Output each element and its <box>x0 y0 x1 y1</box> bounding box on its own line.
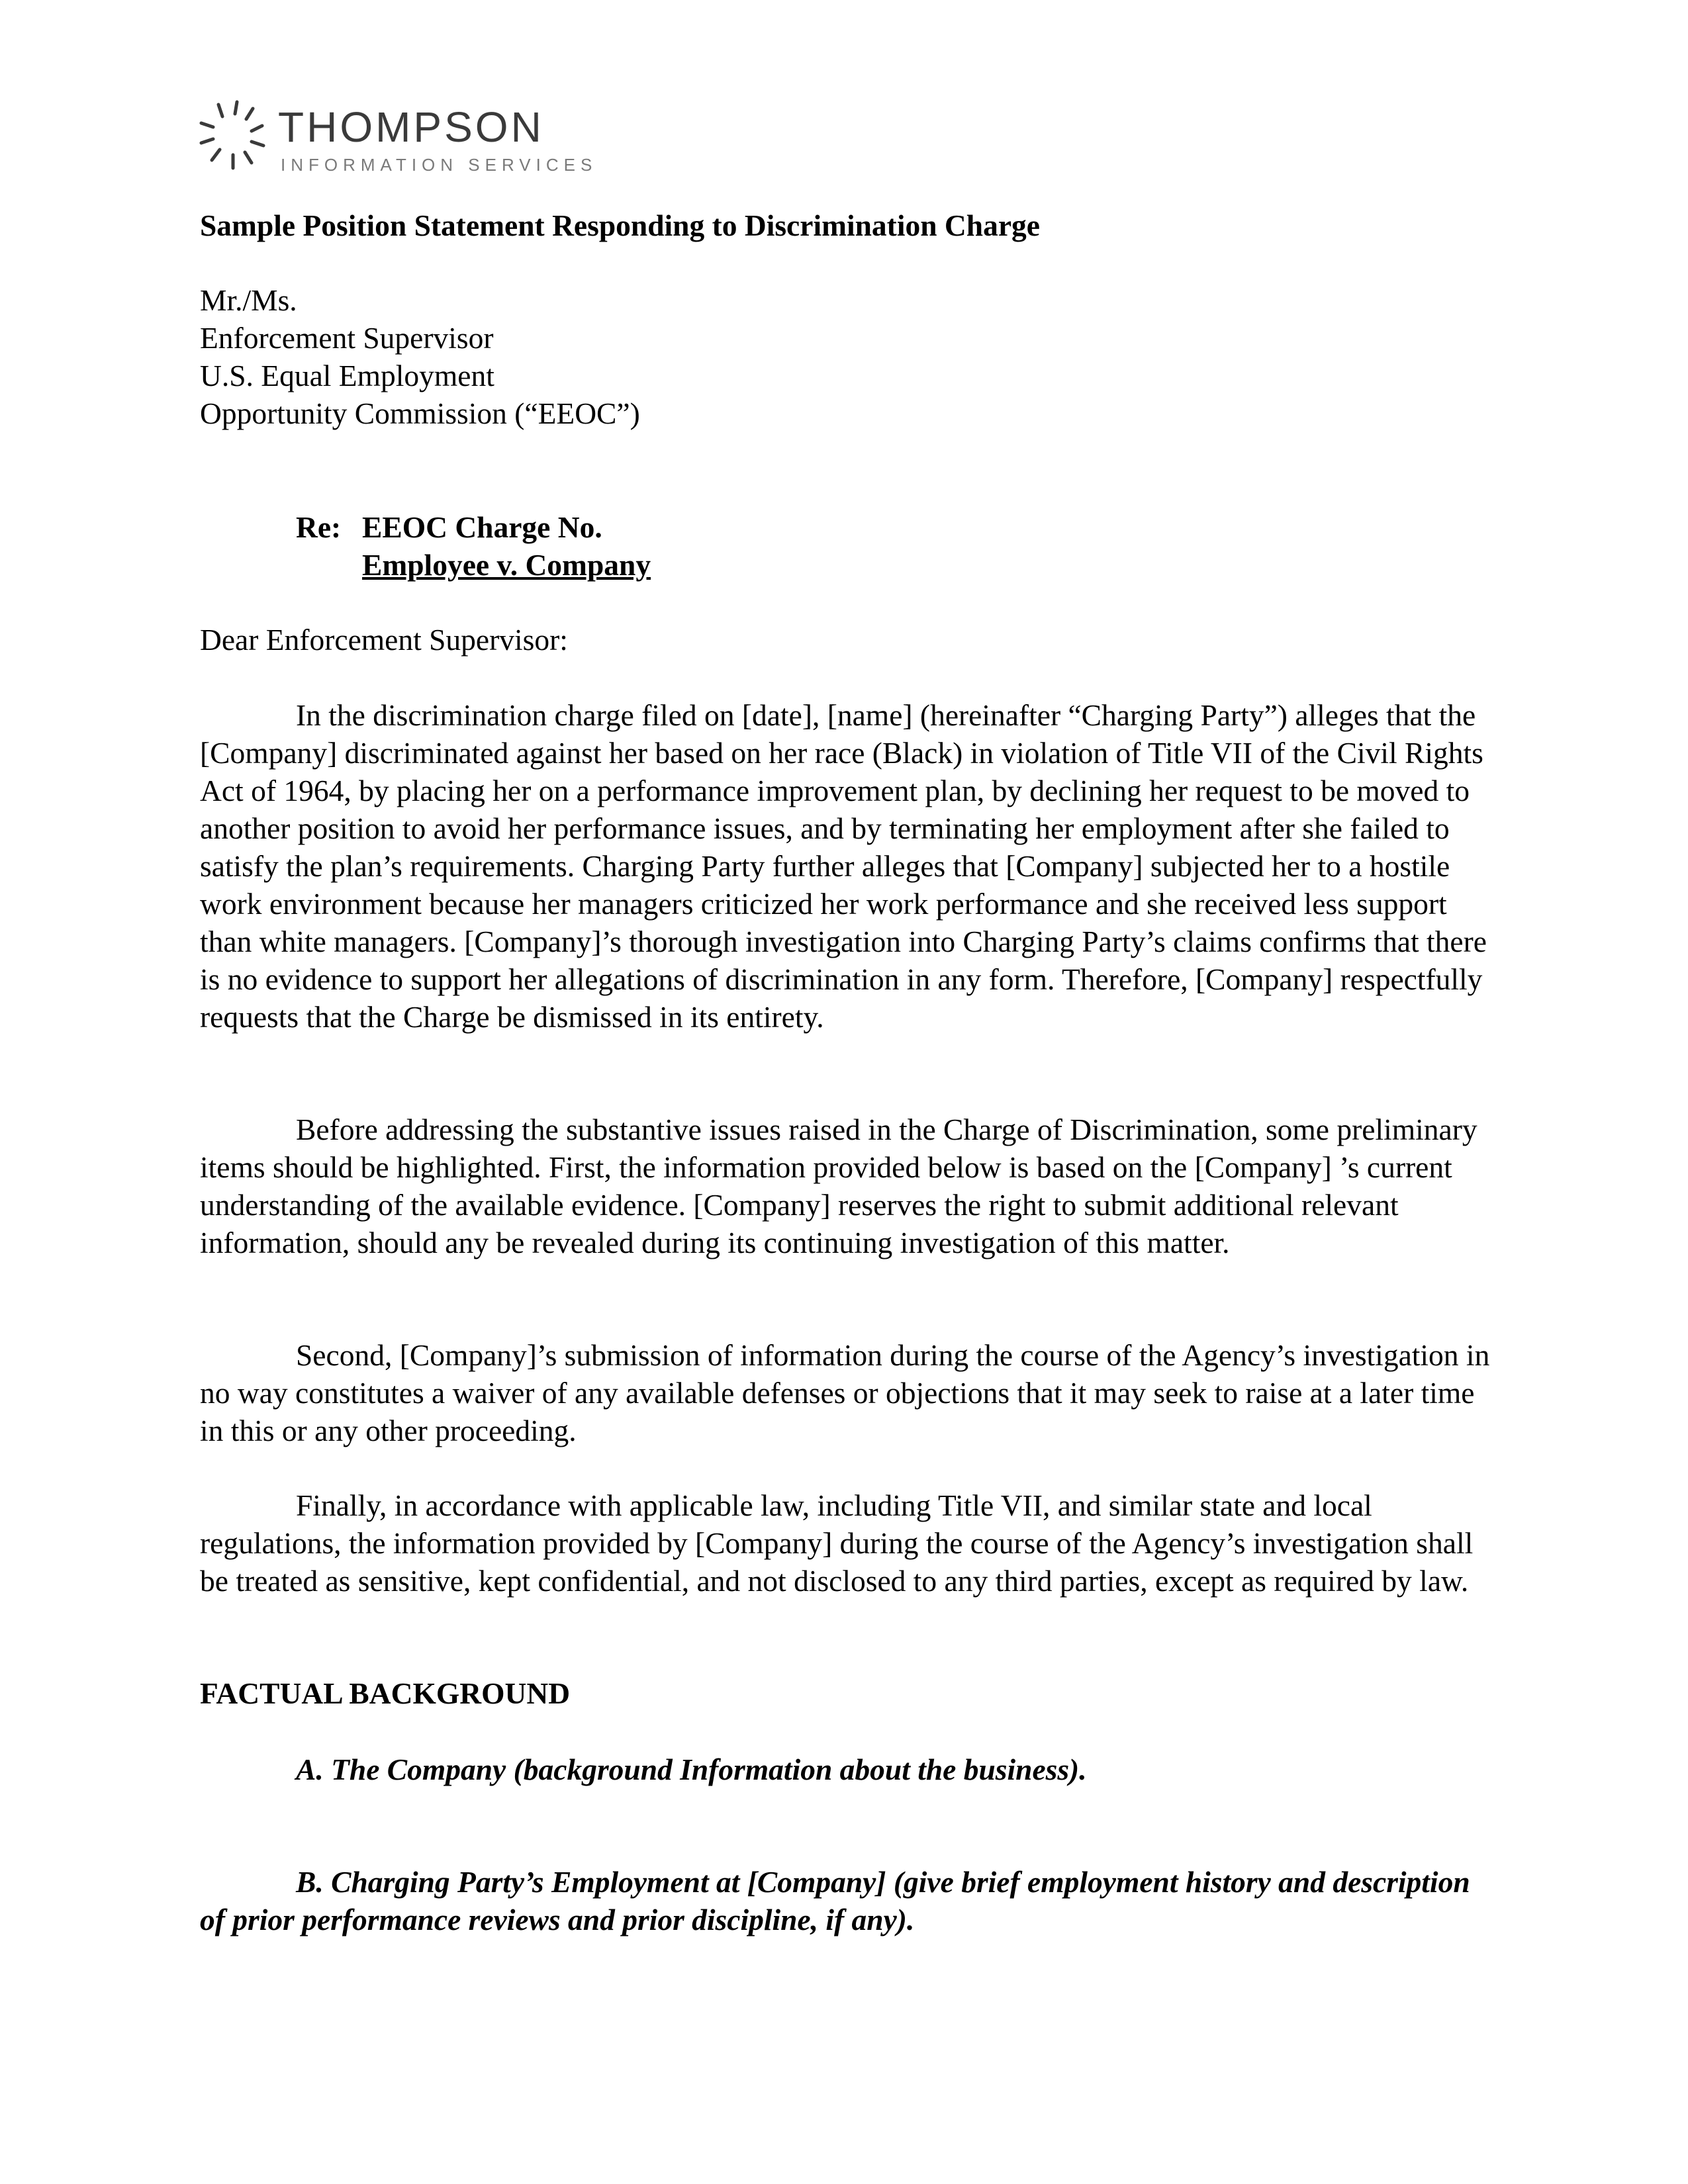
reference-label: Re: <box>296 510 342 544</box>
paragraph-text: Before addressing the substantive issues raised in the Charge of Discrimination, some preliminary items should be highlighted. First, the information provided below is based on the [Company] ’s current understanding of the available evidence. [Company] reserves the right to submit additional relevant information, should any be revealed during its continuing investigation of this matter. <box>200 1113 1477 1259</box>
address-line: U.S. Equal Employment <box>200 359 494 392</box>
case-caption: Employee v. Company <box>362 548 651 582</box>
reference-line <box>296 508 651 546</box>
body-paragraph <box>200 1336 1497 1449</box>
section-heading: FACTUAL BACKGROUND <box>200 1676 571 1710</box>
reference-block <box>296 508 651 584</box>
paragraph-text: Finally, in accordance with applicable law, including Title VII, and similar state and local regulations, the information provided by [Company] during the course of the Agency’s investigation shall be treated as sensitive, kept confidential, and not disclosed to any third parties, except as required by law. <box>200 1488 1474 1598</box>
document-title: Sample Position Statement Responding to Discrimination Charge <box>200 208 1040 242</box>
paragraph-text: In the discrimination charge filed on [date], [name] (hereinafter “Charging Party”) alleges that the [Company] discriminated against her based on her race (Black) in violation of Title VII of the Civil Rights Act of 1964, by placing her on a performance improvement plan, by declining her request to be moved to another position to avoid her performance issues, and by terminating her employment after she failed to satisfy the plan’s requirements. Charging Party further alleges that [Company] subjected her to a hostile work environment because her managers criticized her work performance and she received less support than white managers. [Company]’s thorough investigation into Charging Party’s claims confirms that there is no evidence to support her allegations of discrimination in any form. Therefore, [Company] respectfully requests that the Charge be dismissed in its entirety. <box>200 698 1487 1034</box>
starburst-logo-icon <box>199 99 271 172</box>
subheading-employment <box>200 1863 1497 1938</box>
subheading-text: B. Charging Party’s Employment at [Company] (give brief employment history and description of prior performance reviews and prior discipline, if any). <box>200 1865 1470 1936</box>
address-line: Enforcement Supervisor <box>200 321 494 355</box>
address-line: Opportunity Commission (“EEOC”) <box>200 396 640 430</box>
company-logo <box>199 93 609 185</box>
charge-number: EEOC Charge No. <box>362 510 602 544</box>
paragraph-text: Second, [Company]’s submission of information during the course of the Agency’s investigation in no way constitutes a waiver of any available defenses or objections that it may seek to raise at a later time in this or any other proceeding. <box>200 1338 1490 1447</box>
salutation: Dear Enforcement Supervisor: <box>200 623 568 657</box>
case-caption-line <box>296 546 651 584</box>
body-paragraph <box>200 1486 1497 1600</box>
body-paragraph <box>200 1111 1497 1261</box>
address-line: Mr./Ms. <box>200 283 297 317</box>
logo-tagline: INFORMATION SERVICES <box>281 155 598 175</box>
recipient-address <box>200 281 1497 432</box>
subheading-company: A. The Company (background Information about the business). <box>296 1752 1087 1786</box>
body-paragraph <box>200 696 1497 1036</box>
logo-name: THOMPSON <box>278 103 544 151</box>
